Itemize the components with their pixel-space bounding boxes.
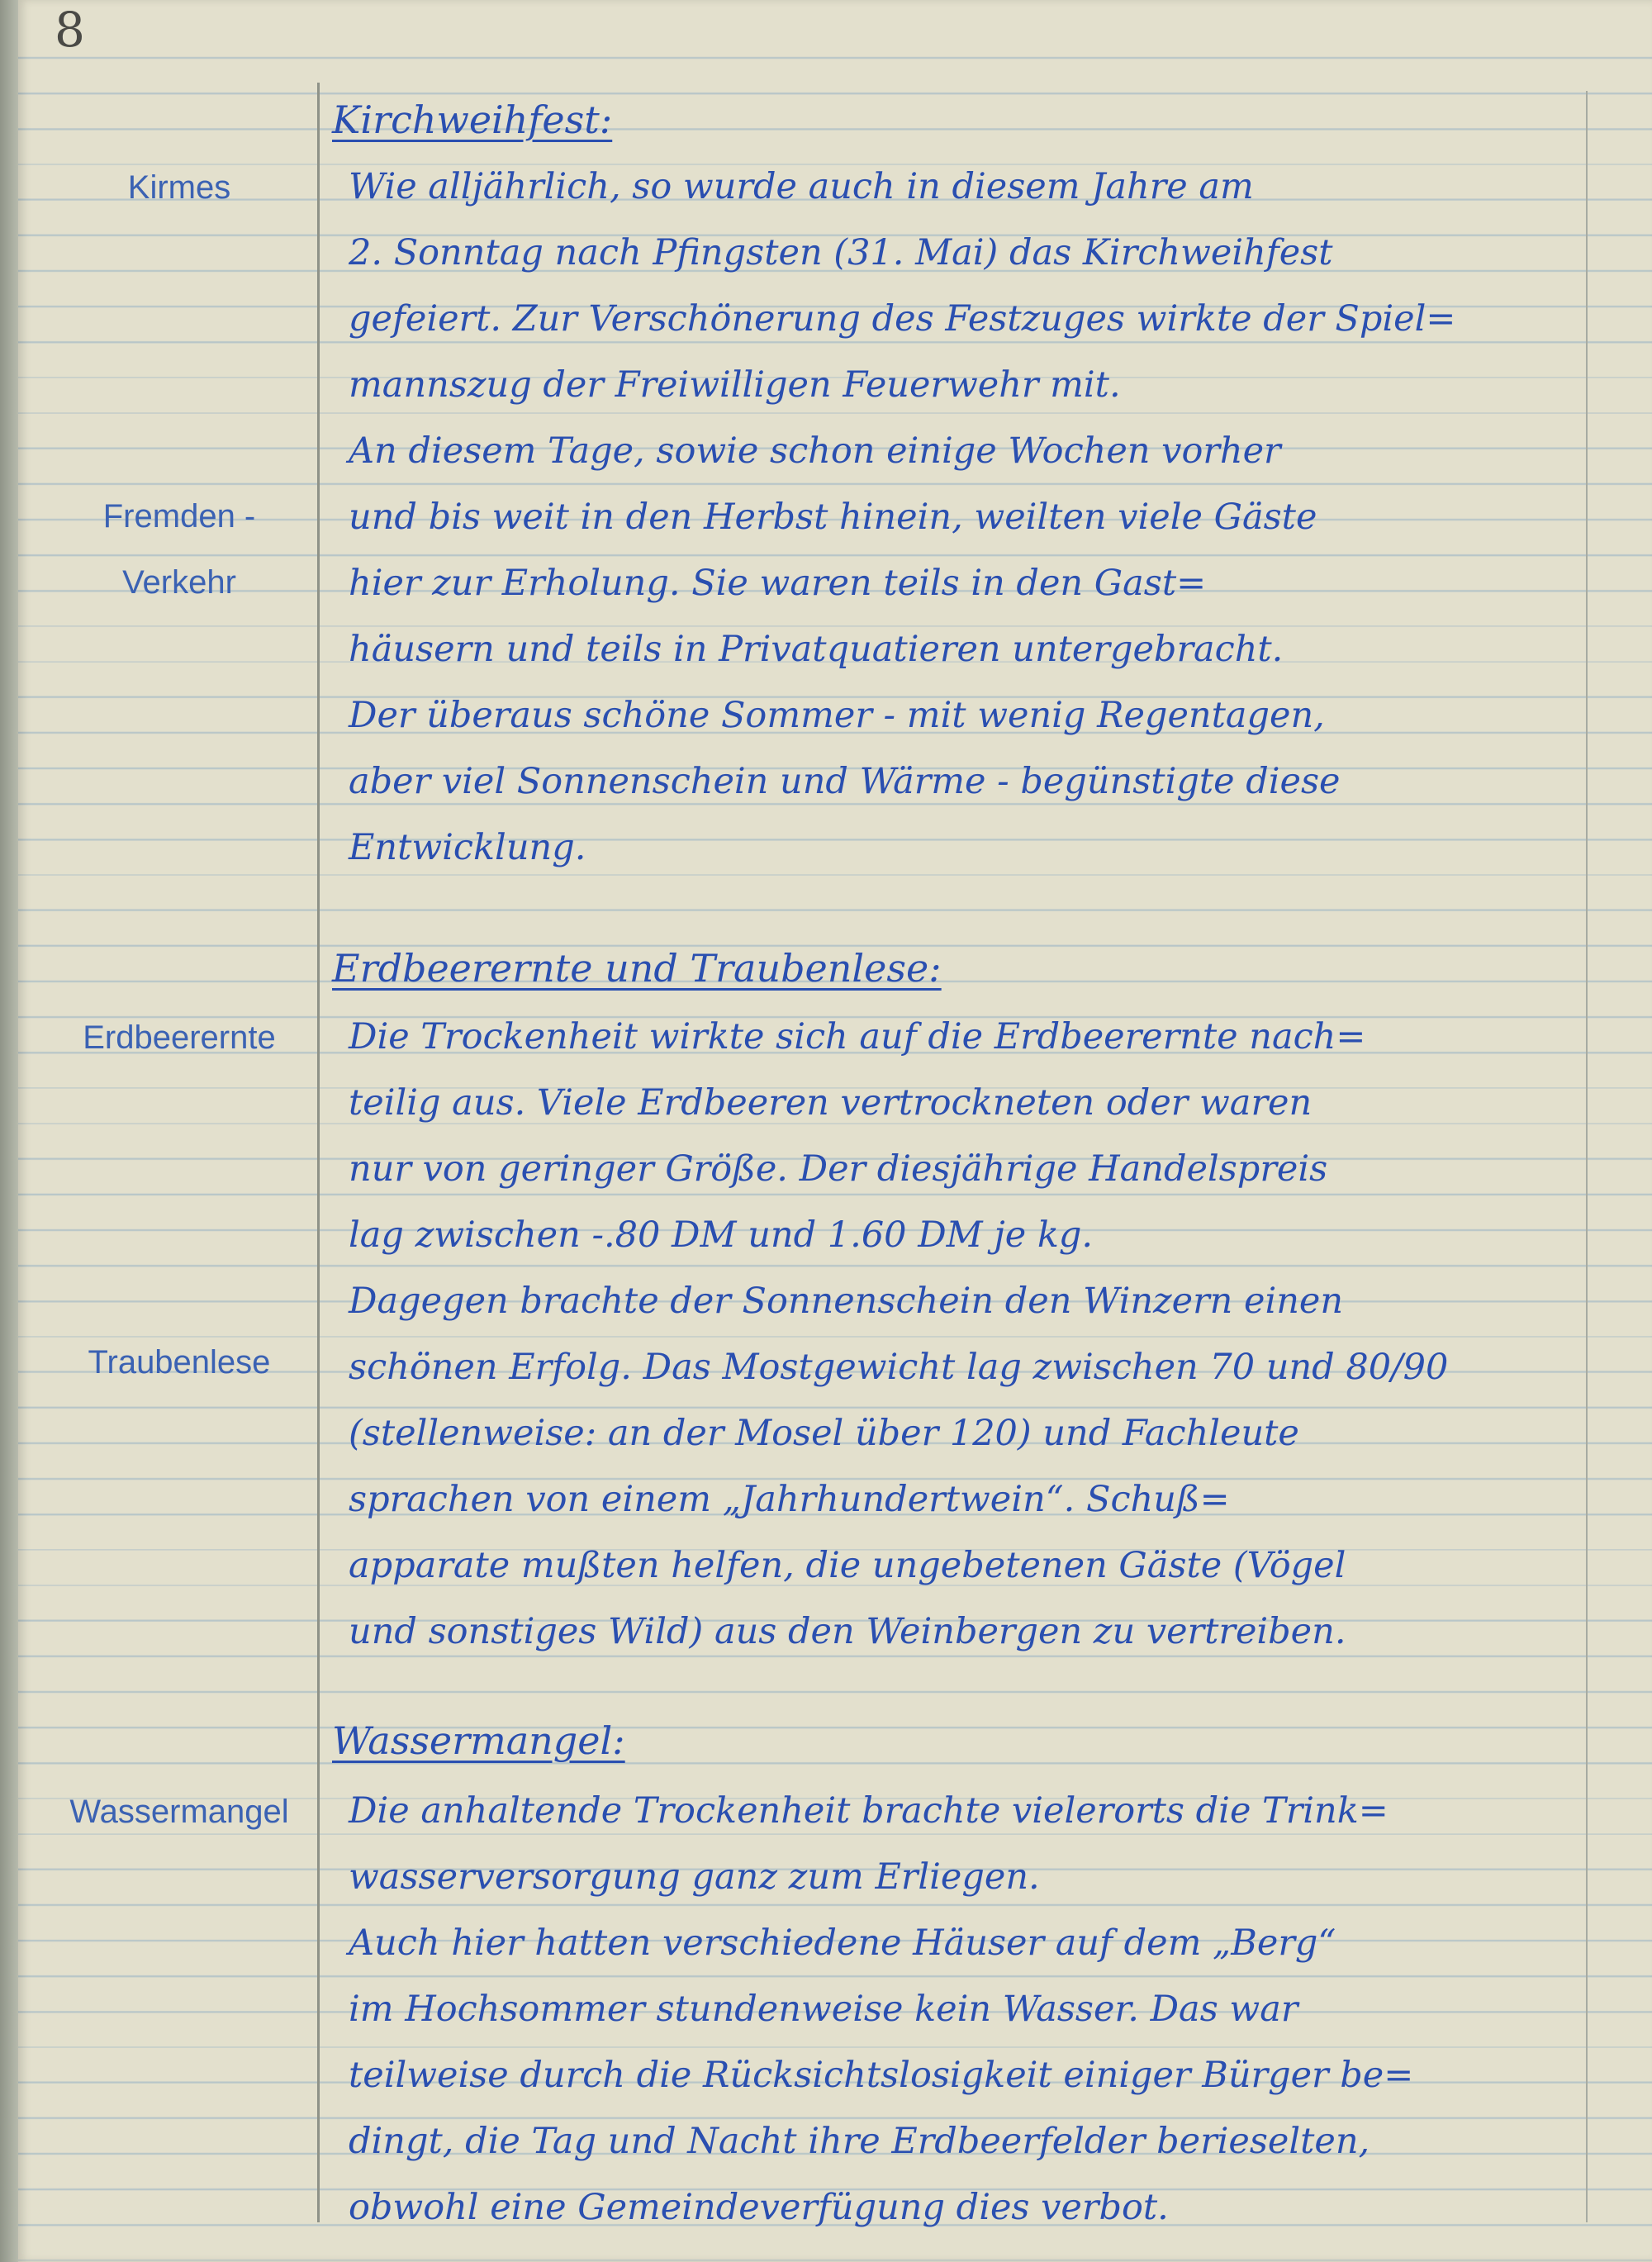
text-line: An diesem Tage, sowie schon einige Wochen vorher <box>349 430 1281 472</box>
text-line: lag zwischen -.80 DM und 1.60 DM je kg. <box>349 1214 1094 1256</box>
section-body-erdbeerernte <box>349 1004 1571 1665</box>
margin-rule <box>317 83 320 2222</box>
text-line: mannszug der Freiwilligen Feuerwehr mit. <box>349 364 1121 406</box>
text-line: obwohl eine Gemeindeverfügung dies verbot. <box>349 2187 1169 2228</box>
text-line: dingt, die Tag und Nacht ihre Erdbeerfelder berieselten, <box>349 2121 1370 2162</box>
text-line: und bis weit in den Herbst hinein, weilten viele Gäste <box>349 497 1317 538</box>
margin-note-traubenlese: Traubenlese <box>88 1344 271 1380</box>
section-body-wassermangel <box>349 1778 1571 2241</box>
text-line: Der überaus schöne Sommer - mit wenig Regentagen, <box>349 695 1325 736</box>
text-line: teilweise durch die Rücksichtslosigkeit einiger Bürger be= <box>349 2055 1414 2096</box>
text-line: nur von geringer Größe. Der diesjährige Handelspreis <box>349 1148 1328 1190</box>
text-line: sprachen von einem „Jahrhundertwein“. Schuß= <box>349 1479 1230 1520</box>
text-line: Wie alljährlich, so wurde auch in diesem Jahre am <box>349 166 1254 207</box>
section-body-kirchweihfest <box>349 154 1571 881</box>
text-line: und sonstiges Wild) aus den Weinbergen zu vertreiben. <box>349 1611 1346 1652</box>
text-line: hier zur Erholung. Sie waren teils in den Gast= <box>349 563 1207 604</box>
text-line: Die anhaltende Trockenheit brachte vielerorts die Trink= <box>349 1790 1389 1832</box>
margin-note-fremden: Fremden - <box>102 498 256 535</box>
section-heading-kirchweihfest: Kirchweihfest: <box>332 97 613 142</box>
section-heading-wassermangel: Wassermangel: <box>332 1718 625 1763</box>
text-line: wasserversorgung ganz zum Erliegen. <box>349 1856 1040 1898</box>
text-line: im Hochsommer stundenweise kein Wasser. Das war <box>349 1989 1298 2030</box>
text-line: Die Trockenheit wirkte sich auf die Erdbeerernte nach= <box>349 1016 1366 1057</box>
book-binding <box>0 0 18 2262</box>
notebook-page <box>18 0 1652 2262</box>
margin-note-wassermangel: Wassermangel <box>69 1794 289 1830</box>
text-line: Dagegen brachte der Sonnenschein den Winzern einen <box>349 1281 1344 1322</box>
text-line: Auch hier hatten verschiedene Häuser auf dem „Berg“ <box>349 1922 1336 1964</box>
margin-note-verkehr: Verkehr <box>122 564 236 601</box>
text-line: gefeiert. Zur Verschönerung des Festzuges wirkte der Spiel= <box>349 298 1456 340</box>
text-line: häusern und teils in Privatquatieren untergebracht. <box>349 629 1284 670</box>
page-number: 8 <box>55 2 85 58</box>
text-line: schönen Erfolg. Das Mostgewicht lag zwischen 70 und 80/90 <box>349 1347 1449 1388</box>
text-line: (stellenweise: an der Mosel über 120) und Fachleute <box>349 1413 1299 1454</box>
text-line: 2. Sonntag nach Pfingsten (31. Mai) das Kirchweihfest <box>349 232 1333 273</box>
right-rule <box>1586 91 1588 2222</box>
text-line: apparate mußten helfen, die ungebetenen Gäste (Vögel <box>349 1545 1346 1586</box>
text-line: teilig aus. Viele Erdbeeren vertrockneten oder waren <box>349 1082 1313 1124</box>
margin-note-kirmes: Kirmes <box>127 169 231 206</box>
section-heading-erdbeerernte: Erdbeerernte und Traubenlese: <box>332 946 942 991</box>
margin-note-erdbeerernte: Erdbeerernte <box>83 1019 276 1056</box>
text-line: aber viel Sonnenschein und Wärme - begünstigte diese <box>349 761 1341 802</box>
text-line: Entwicklung. <box>349 827 586 868</box>
